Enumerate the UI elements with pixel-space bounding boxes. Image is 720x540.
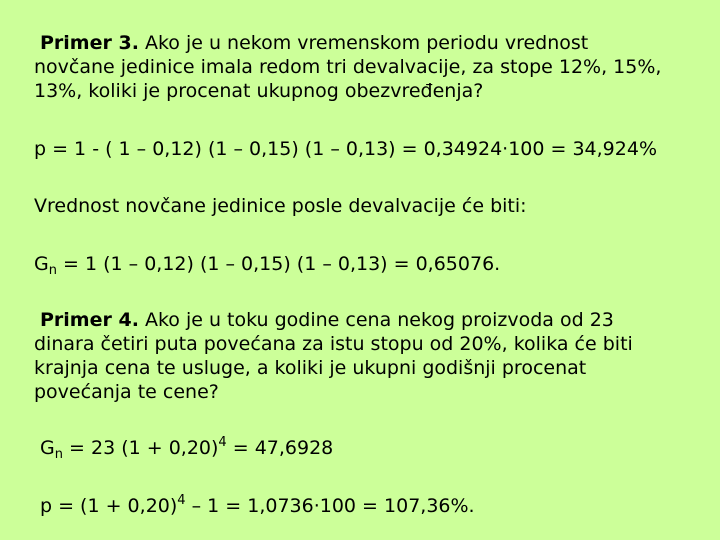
text-posle-devalvacije: Vrednost novčane jedinice posle devalvacije će biti: [34, 195, 527, 217]
formula-gn4-sub: n [54, 447, 63, 462]
primer3-label: Primer 3. [40, 32, 139, 54]
primer4-line3: krajnja cena te usluge, a koliki je ukupni godišnji procenat [34, 357, 587, 379]
primer4-line4: povećanja te cene? [34, 381, 219, 403]
formula-gn3 [34, 252, 500, 276]
formula-gn3-rest: = 1 (1 – 0,12) (1 – 0,15) (1 – 0,13) = 0,65076. [56, 253, 501, 275]
primer3-line3: 13%, koliki je procenat ukupnog obezvređenja? [34, 80, 484, 102]
formula-p4-sup: 4 [177, 493, 186, 508]
primer3-line2: novčane jedinice imala redom tri devalvacije, za stope 12%, 15%, [34, 56, 662, 78]
formula-gn4-sup: 4 [218, 435, 227, 450]
formula-gn3-g: G [34, 253, 49, 275]
formula-gn4-mid: = 23 (1 + 0,20) [62, 437, 219, 459]
formula-p4-pre: p = (1 + 0,20) [40, 495, 178, 517]
primer3-line1: Ako je u nekom vremenskom periodu vrednost [138, 32, 589, 54]
formula-gn4-rest: = 47,6928 [226, 437, 334, 459]
primer4-paragraph [34, 308, 633, 404]
primer4-line1: Ako je u toku godine cena nekog proizvoda od 23 [138, 309, 614, 331]
formula-p3: p = 1 - ( 1 – 0,12) (1 – 0,15) (1 – 0,13) = 0,34924·100 = 34,924% [34, 138, 658, 160]
primer3-paragraph [34, 31, 661, 103]
formula-p4-rest: – 1 = 1,0736·100 = 107,36%. [185, 495, 475, 517]
formula-gn4-g: G [40, 437, 55, 459]
formula-p4 [40, 494, 475, 518]
primer4-line2: dinara četiri puta povećana za istu stopu od 20%, kolika će biti [34, 333, 633, 355]
formula-gn4 [40, 436, 333, 460]
formula-gn3-sub: n [48, 263, 57, 278]
primer4-label: Primer 4. [40, 309, 139, 331]
